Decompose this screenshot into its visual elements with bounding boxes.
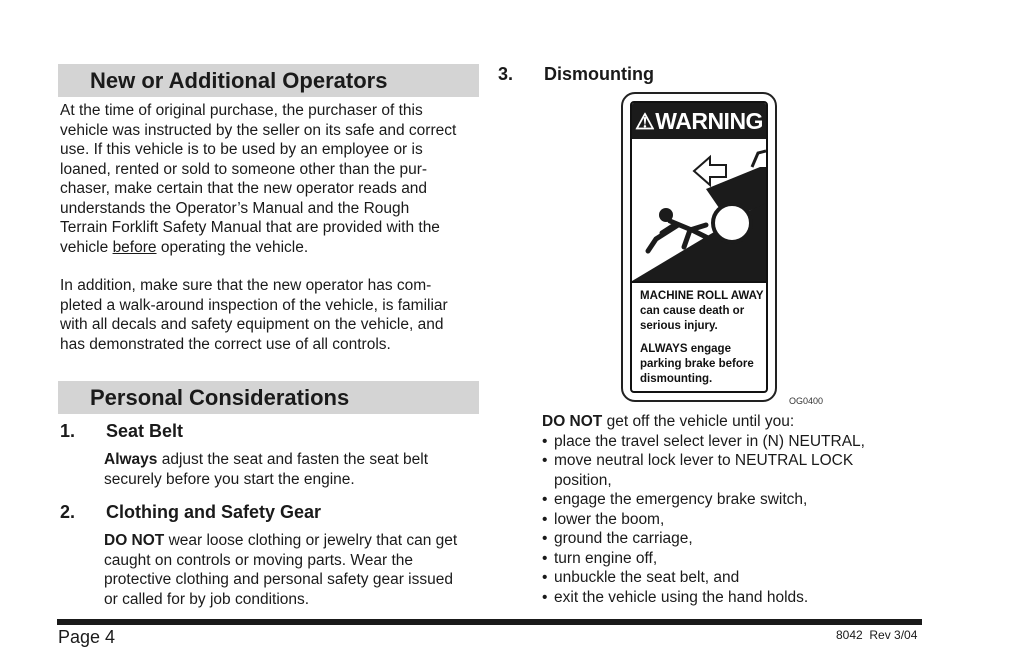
- text-line: [104, 450, 484, 470]
- section-heading-personal: Personal Considerations: [58, 381, 479, 414]
- item-number: 2.: [60, 502, 76, 522]
- text-fragment: operating the vehicle.: [156, 238, 309, 256]
- list-item: • unbuckle the seat belt, and: [542, 568, 942, 588]
- list-item: • ground the carriage,: [542, 529, 942, 549]
- item-number: 3.: [498, 64, 514, 84]
- warning-decal-frame: [630, 101, 768, 393]
- footer-rule: [57, 619, 922, 625]
- text-line: [542, 412, 942, 432]
- list-item: [542, 451, 942, 490]
- item-clothing-heading: [60, 501, 321, 523]
- text-line: [60, 238, 490, 258]
- warning-line: serious injury.: [640, 320, 718, 332]
- text-line: with all decals and safety equipment on the vehicle, and: [60, 316, 444, 333]
- emphasis: Always: [104, 451, 158, 468]
- warning-line: can cause death or: [640, 305, 745, 317]
- warning-divider: [632, 281, 766, 283]
- text-line: Terrain Forklift Safety Manual that are provided with the: [60, 219, 440, 236]
- list-item: • lower the boom,: [542, 510, 942, 530]
- warning-line: parking brake before: [640, 358, 754, 370]
- list-item: • exit the vehicle using the hand holds.: [542, 588, 942, 608]
- list-item: • place the travel select lever in (N) NEUTRAL,: [542, 432, 942, 452]
- item-title: Clothing and Safety Gear: [106, 502, 322, 522]
- emphasis: DO NOT: [542, 413, 603, 430]
- item-seat-belt-heading: [60, 420, 183, 442]
- list-item: • turn engine off,: [542, 549, 942, 569]
- warning-message: [640, 289, 764, 387]
- text-line: pleted a walk-around inspection of the vehicle, is familiar: [60, 296, 448, 314]
- text-line: vehicle was instructed by the seller on its safe and correct: [60, 121, 457, 139]
- page-number: Page 4: [58, 627, 116, 647]
- dismount-steps-list: [542, 432, 942, 608]
- text-line: caught on controls or moving parts. Wear the: [104, 551, 414, 569]
- text-fragment: vehicle: [60, 238, 113, 256]
- text-line: has demonstrated the correct use of all controls.: [60, 335, 391, 353]
- paragraph-walkaround: [60, 276, 490, 354]
- paragraph-original-purchase: [60, 101, 490, 257]
- machine-rollaway-pictogram-icon: [632, 141, 766, 281]
- list-item: • engage the emergency brake switch,: [542, 490, 942, 510]
- warning-decal: [621, 92, 777, 402]
- text-line: use. If this vehicle is to be used by an employee or is: [60, 141, 423, 158]
- dismount-instructions: [542, 412, 942, 607]
- warning-triangle-icon: ⚠: [635, 109, 655, 134]
- text-line: In addition, make sure that the new operator has com-: [60, 277, 432, 294]
- text-line: loaned, rented or sold to someone other than the pur-: [60, 160, 428, 178]
- text-line: At the time of original purchase, the purchaser of this: [60, 102, 423, 119]
- text-line: protective clothing and personal safety gear issued: [104, 571, 453, 588]
- item-title: Dismounting: [544, 64, 654, 84]
- text-line: securely before you start the engine.: [104, 470, 355, 488]
- item-title: Seat Belt: [106, 421, 184, 441]
- emphasis: DO NOT: [104, 532, 165, 549]
- text-line: or called for by job conditions.: [104, 590, 310, 608]
- document-revision: 8042 Rev 3/04: [836, 628, 918, 642]
- text-fragment: position,: [554, 471, 612, 489]
- text-line: [104, 531, 484, 551]
- section-heading-new-operators: New or Additional Operators: [58, 64, 479, 97]
- warning-line: ALWAYS engage: [640, 343, 731, 355]
- text-fragment: get off the vehicle until you:: [602, 413, 795, 430]
- text-line: understands the Operator’s Manual and the Rough: [60, 199, 410, 217]
- text-fragment: move neutral lock lever to NEUTRAL LOCK: [554, 452, 854, 469]
- decal-code: OG0400: [789, 396, 824, 406]
- item-number: 1.: [60, 421, 76, 441]
- text-fragment: wear loose clothing or jewelry that can get: [164, 532, 458, 549]
- warning-line: dismounting.: [640, 373, 713, 385]
- item-dismounting-heading: [498, 63, 654, 85]
- warning-header: [632, 103, 766, 139]
- warning-line: MACHINE ROLL AWAY: [640, 290, 764, 302]
- underlined-word: before: [112, 238, 157, 256]
- paragraph-clothing: [104, 531, 484, 609]
- text-line: chaser, make certain that the new operator reads and: [60, 180, 428, 197]
- paragraph-seat-belt: [104, 450, 484, 489]
- text-fragment: adjust the seat and fasten the seat belt: [157, 451, 428, 468]
- warning-header-text: WARNING: [655, 108, 763, 134]
